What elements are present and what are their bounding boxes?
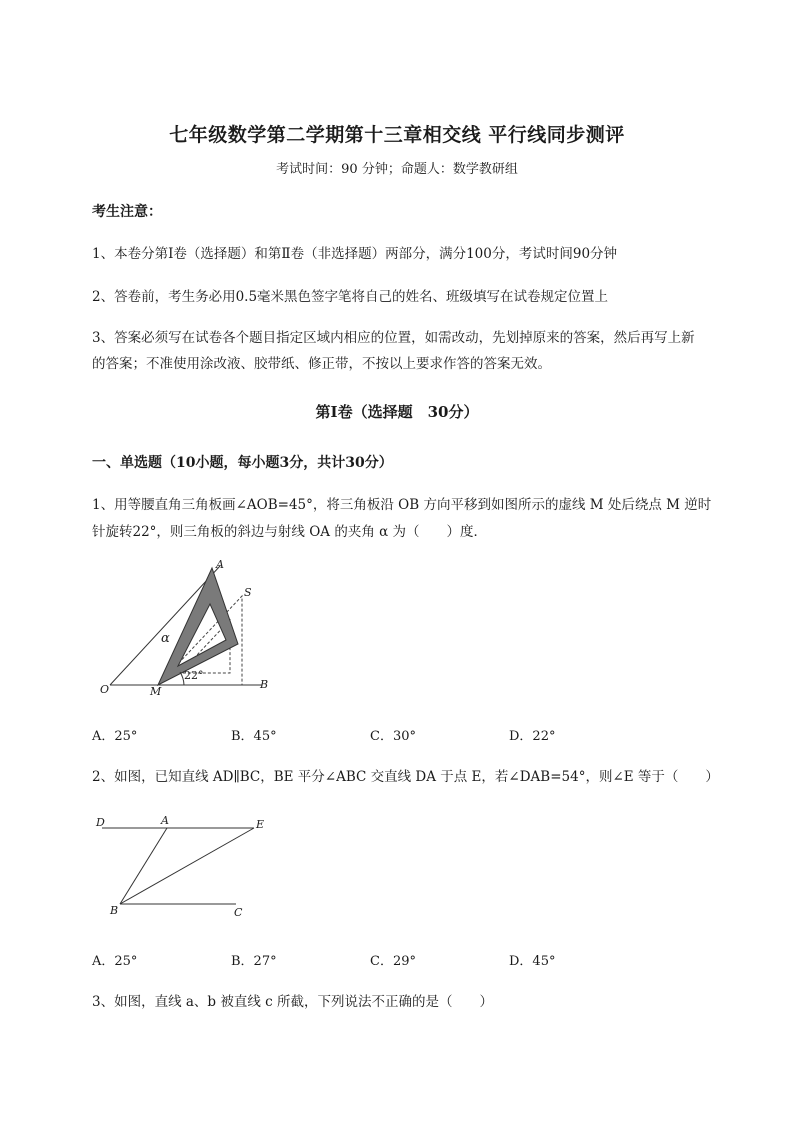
question-3-text: 3、如图，直线 a、b 被直线 c 所截，下列说法不正确的是（ ） [92, 994, 494, 1010]
label-angle: 22° [184, 669, 204, 682]
label-s: S [244, 586, 252, 599]
label-o: O [100, 683, 110, 696]
ray-oa [110, 566, 220, 685]
rotated-triangle [158, 568, 238, 685]
label-m: M [150, 685, 162, 698]
label-e: E [256, 818, 265, 831]
section-heading: 一、单选题（10小题，每小题3分，共计30分） [92, 455, 393, 471]
question-2-option-a[interactable]: A．25° [92, 954, 138, 969]
question-2-option-d[interactable]: D．45° [509, 954, 556, 969]
label-alpha: α [161, 631, 170, 646]
question-1-text: 针旋转22°，则三角板的斜边与射线 OA 的夹角 α 为（ ）度． [92, 524, 488, 540]
label-d: D [96, 816, 105, 829]
notice-item: 的答案；不准使用涂改液、胶带纸、修正带，不按以上要求作答的答案无效。 [92, 356, 551, 372]
label-a: A [216, 558, 224, 571]
notice-heading: 考生注意： [92, 204, 162, 220]
question-1-option-b[interactable]: B．45° [231, 729, 277, 744]
notice-item: 3、答案必须写在试卷各个题目指定区域内相应的位置，如需改动，先划掉原来的答案，然后再写上新 [92, 330, 695, 346]
question-1-option-d[interactable]: D．22° [509, 729, 556, 744]
label-b: B [110, 904, 119, 917]
question-2-text: 2、如图，已知直线 AD∥BC，BE 平分∠ABC 交直线 DA 于点 E，若∠DAB=54°，则∠E 等于（ ） [92, 769, 719, 785]
question-1-text: 1、用等腰直角三角板画∠AOB=45°，将三角板沿 OB 方向平移到如图所示的虚线 M 处后绕点 M 逆时 [92, 497, 712, 513]
question-2-option-b[interactable]: B．27° [231, 954, 277, 969]
exam-info: 考试时间：90 分钟；命题人：数学教研组 [276, 162, 518, 177]
label-c: C [234, 906, 243, 919]
segment-be [120, 828, 254, 904]
page-title: 七年级数学第二学期第十三章相交线 平行线同步测评 [169, 124, 625, 146]
label-b: B [260, 678, 269, 691]
question-2-option-c[interactable]: C．29° [370, 954, 416, 969]
notice-item: 1、本卷分第Ⅰ卷（选择题）和第Ⅱ卷（非选择题）两部分，满分100分，考试时间90分钟 [92, 246, 618, 262]
segment-ab [120, 828, 167, 904]
question-1-option-c[interactable]: C．30° [370, 729, 416, 744]
label-a: A [161, 814, 169, 827]
part-title: 第Ⅰ卷（选择题 30分） [315, 403, 479, 421]
question-1-option-a[interactable]: A．25° [92, 729, 138, 744]
notice-item: 2、答卷前，考生务必用0.5毫米黑色签字笔将自己的姓名、班级填写在试卷规定位置上 [92, 289, 609, 305]
question-1-figure [92, 558, 282, 698]
question-2-figure [92, 808, 282, 924]
